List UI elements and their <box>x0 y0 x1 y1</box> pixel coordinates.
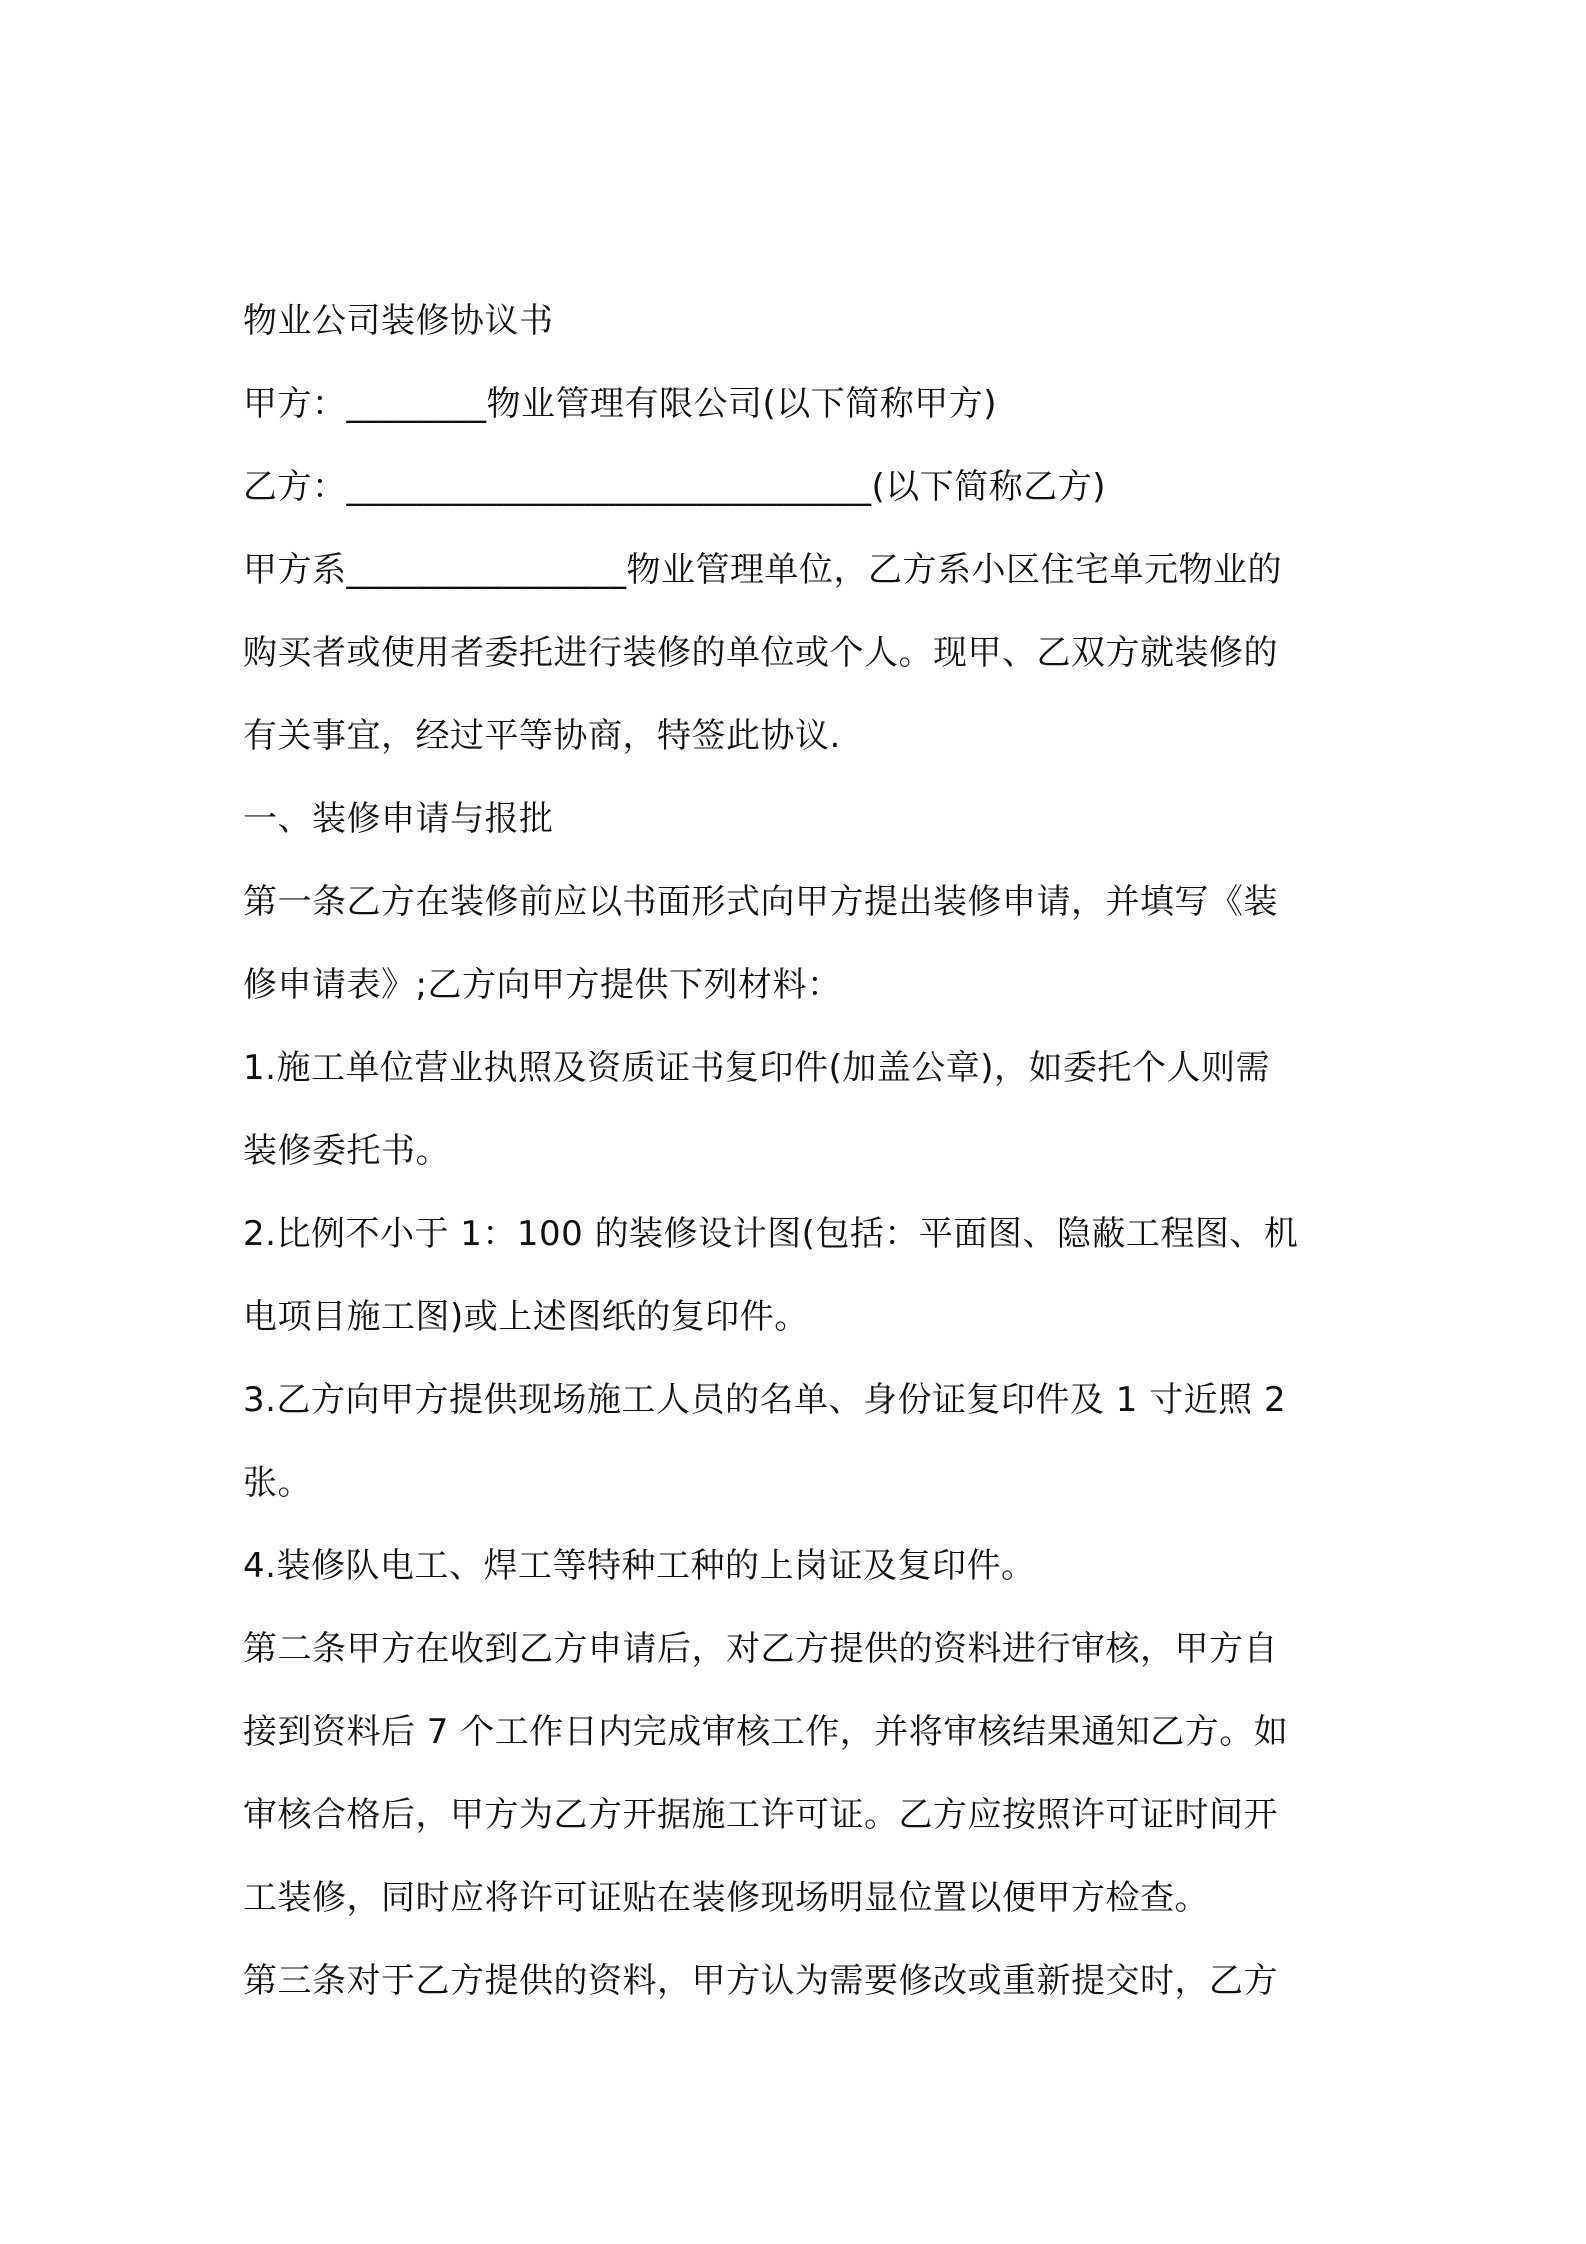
paragraph-line: 甲方系________________物业管理单位，乙方系小区住宅单元物业的 <box>243 550 1282 590</box>
article-line: 第二条甲方在收到乙方申请后，对乙方提供的资料进行审核，甲方自 <box>243 1629 1278 1669</box>
list-item-line: 2.比例不小于 1：100 的装修设计图(包括：平面图、隐蔽工程图、机 <box>243 1214 1299 1254</box>
section-heading: 一、装修申请与报批 <box>243 799 554 839</box>
list-item-line: 张。 <box>243 1463 312 1503</box>
article-line: 工装修，同时应将许可证贴在装修现场明显位置以便甲方检查。 <box>243 1878 1209 1918</box>
article-line: 修申请表》;乙方向甲方提供下列材料： <box>243 965 842 1005</box>
list-item-line: 电项目施工图)或上述图纸的复印件。 <box>243 1297 809 1337</box>
article-line: 接到资料后 7 个工作日内完成审核工作，并将审核结果通知乙方。如 <box>243 1712 1289 1752</box>
list-item-line: 装修委托书。 <box>243 1131 450 1171</box>
list-item-line: 4.装修队电工、焊工等特种工种的上岗证及复印件。 <box>243 1546 1036 1586</box>
article-line: 第一条乙方在装修前应以书面形式向甲方提出装修申请，并填写《装 <box>243 882 1278 922</box>
paragraph-line: 购买者或使用者委托进行装修的单位或个人。现甲、乙双方就装修的 <box>243 633 1278 673</box>
article-line: 第三条对于乙方提供的资料，甲方认为需要修改或重新提交时，乙方 <box>243 1961 1278 2001</box>
document-body <box>243 280 1353 2023</box>
party-a-line: 甲方：________物业管理有限公司(以下简称甲方) <box>243 384 998 424</box>
document-title: 物业公司装修协议书 <box>243 301 554 341</box>
party-b-line: 乙方：______________________________(以下简称乙方) <box>243 467 1107 507</box>
article-line: 审核合格后，甲方为乙方开据施工许可证。乙方应按照许可证时间开 <box>243 1795 1278 1835</box>
list-item-line: 1.施工单位营业执照及资质证书复印件(加盖公章)，如委托个人则需 <box>243 1048 1270 1088</box>
list-item-line: 3.乙方向甲方提供现场施工人员的名单、身份证复印件及 1 寸近照 2 <box>243 1380 1287 1420</box>
paragraph-line: 有关事宜，经过平等协商，特签此协议. <box>243 716 841 756</box>
